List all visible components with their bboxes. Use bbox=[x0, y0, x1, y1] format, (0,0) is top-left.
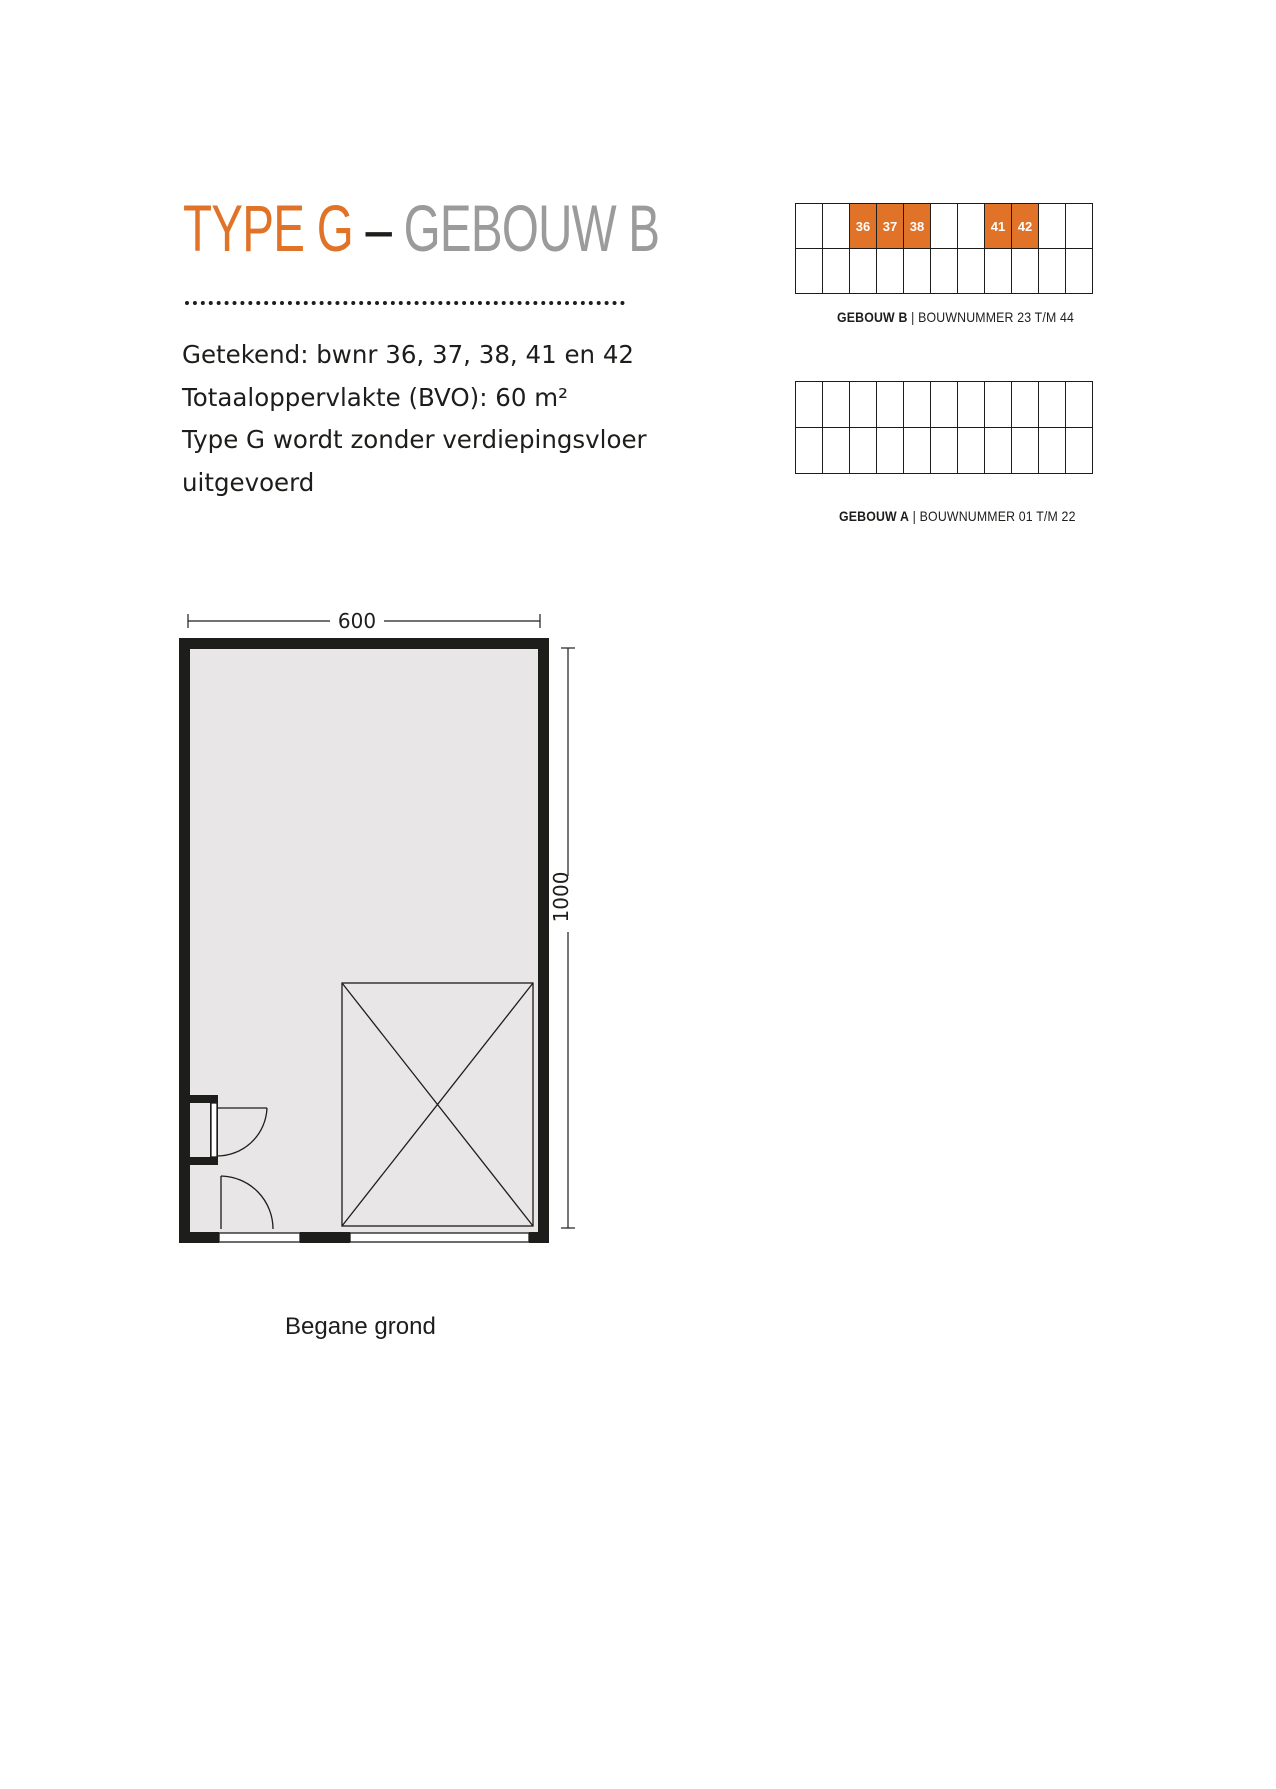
garage-door bbox=[350, 1233, 529, 1242]
width-dim-label: 600 bbox=[337, 609, 377, 633]
gebouw-b-range: | BOUWNUMMER 23 T/M 44 bbox=[911, 309, 1075, 325]
info-note: Type G wordt zonder verdiepingsvloer bbox=[182, 425, 647, 454]
lot-cell-38: 38 bbox=[904, 204, 931, 249]
info-drawn: Getekend: bwnr 36, 37, 38, 41 en 42 bbox=[182, 340, 635, 369]
gebouw-a-range: | BOUWNUMMER 01 T/M 22 bbox=[912, 508, 1076, 524]
type-label: TYPE G bbox=[183, 191, 353, 265]
lot-cell-37: 37 bbox=[877, 204, 904, 249]
gebouw-a-name: GEBOUW A bbox=[839, 508, 910, 524]
gebouw-b-name: GEBOUW B bbox=[837, 309, 908, 325]
lot-cell-42: 42 bbox=[1012, 204, 1039, 249]
floor-area bbox=[188, 647, 538, 1234]
depth-dimension bbox=[549, 648, 575, 1228]
lot-cell-41: 41 bbox=[985, 204, 1012, 249]
info-area: Totaaloppervlakte (BVO): 60 m² bbox=[182, 382, 568, 412]
info-note-cont: uitgevoerd bbox=[182, 467, 315, 497]
floor-label: Begane grond bbox=[285, 1313, 436, 1340]
title-dash: – bbox=[365, 191, 392, 265]
width-dimension bbox=[188, 609, 540, 633]
lot-cell-36: 36 bbox=[850, 204, 877, 249]
building-label: GEBOUW B bbox=[403, 191, 660, 265]
depth-dim-label: 1000 bbox=[549, 871, 573, 923]
